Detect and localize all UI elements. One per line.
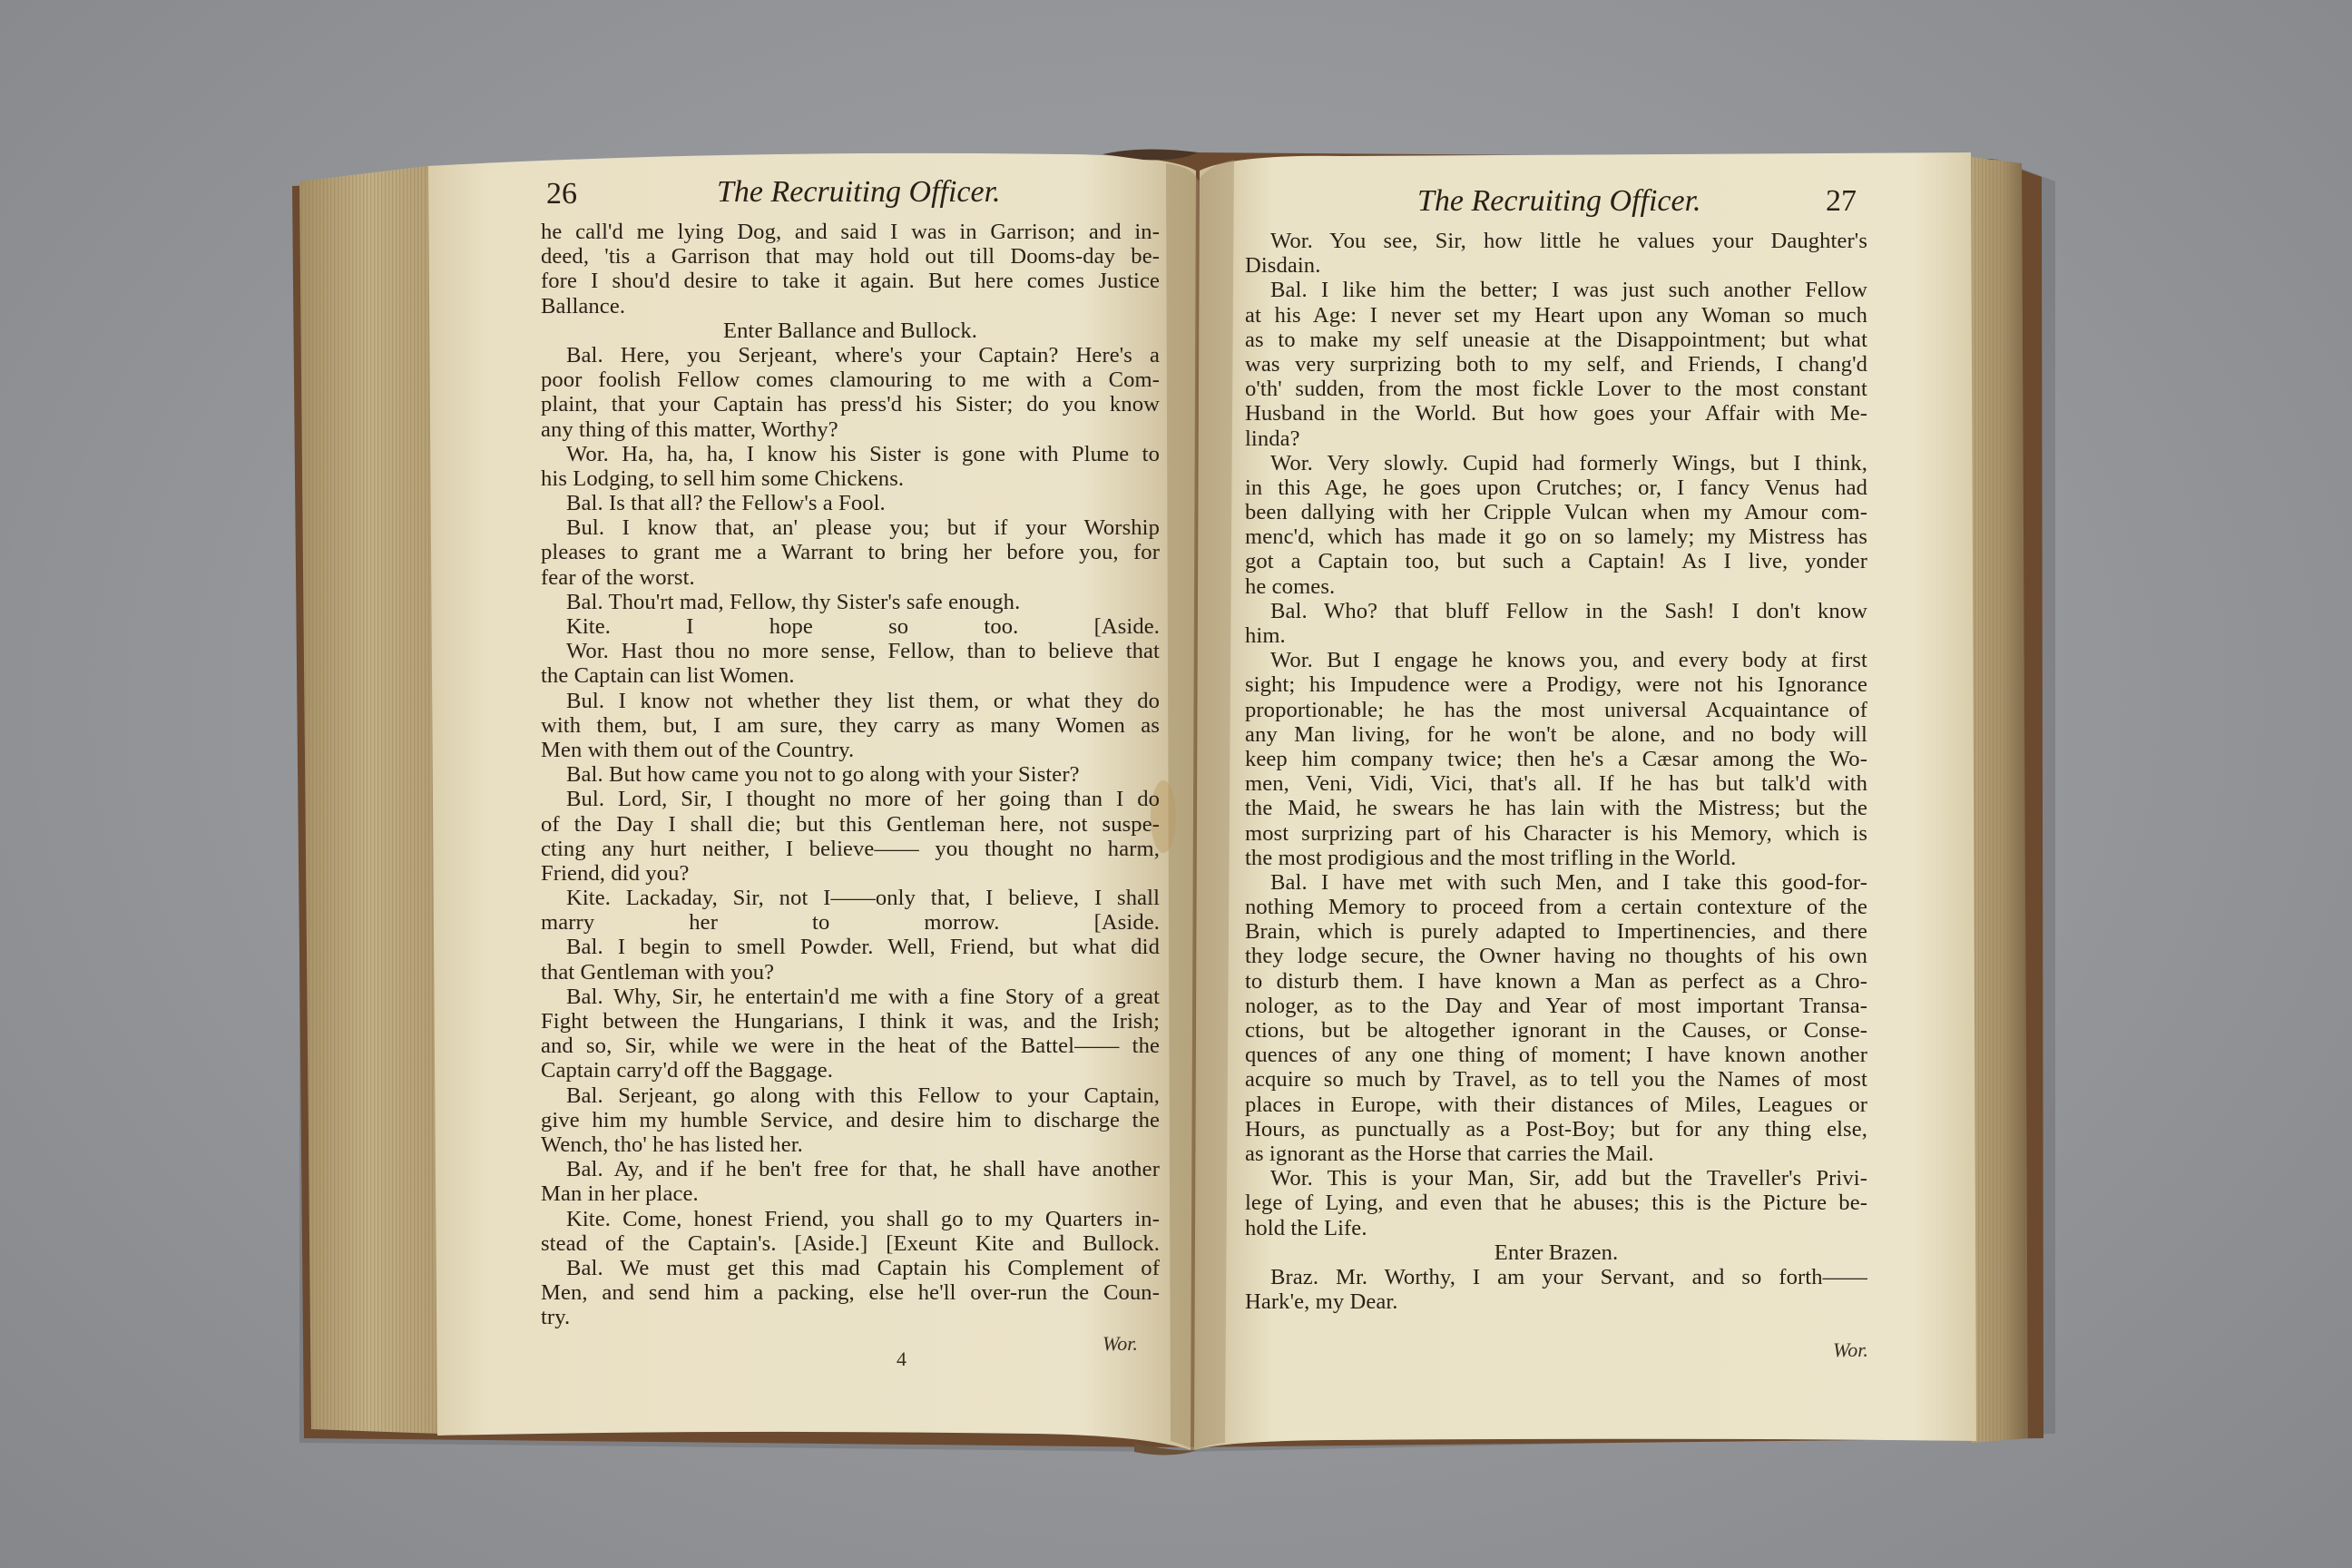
text-line: that Gentleman with you? bbox=[541, 959, 775, 985]
text-line: Bal. I begin to smell Powder. Well, Friend, but what did bbox=[566, 935, 1160, 960]
text-line: been dallying with her Cripple Vulcan when my Amour com- bbox=[1245, 500, 1867, 525]
text-line: Wor. Hast thou no more sense, Fellow, than to believe that bbox=[566, 639, 1160, 664]
text-line: the Maid, he swears he has lain with the Mistress; but the bbox=[1245, 796, 1867, 821]
text-line: Brain, which is purely adapted to Impertinencies, and there bbox=[1245, 919, 1867, 945]
text-line: Kite. Lackaday, Sir, not I——only that, I believe, I shall bbox=[566, 886, 1160, 911]
text-line: Bal. I have met with such Men, and I take this good-for- bbox=[1270, 869, 1867, 895]
text-line: marry her to morrow. [Aside. bbox=[541, 910, 1160, 936]
text-line: try. bbox=[541, 1305, 571, 1330]
text-line: Bal. I like him the better; I was just such another Fellow bbox=[1270, 278, 1867, 303]
text-line: Ballance. bbox=[541, 293, 626, 318]
text-line: lege of Lying, and even that he abuses; this is the Picture be- bbox=[1245, 1191, 1867, 1216]
text-line: men, Veni, Vidi, Vici, that's all. If he has but talk'd with bbox=[1245, 771, 1867, 797]
text-line: Bal. Ay, and if he ben't free for that, he shall have another bbox=[566, 1157, 1160, 1182]
text-line: keep him company twice; then he's a Cæsar among the Wo- bbox=[1245, 746, 1867, 771]
catchword-left: Wor. bbox=[1102, 1332, 1138, 1355]
text-line: Bal. Serjeant, go along with this Fellow to your Captain, bbox=[566, 1083, 1160, 1108]
text-line: Bal. Thou'rt mad, Fellow, thy Sister's safe enough. bbox=[566, 589, 1021, 614]
text-line: Bul. Lord, Sir, I thought no more of her going than I do bbox=[566, 787, 1160, 812]
left-page-text bbox=[541, 220, 1160, 1329]
text-line: Bal. We must get this mad Captain his Complement of bbox=[566, 1255, 1160, 1280]
text-line: sight; his Impudence were a Prodigy, were not his Ignorance bbox=[1245, 672, 1867, 698]
text-line: Enter Ballance and Bullock. bbox=[723, 318, 977, 343]
text-line: Bal. Here, you Serjeant, where's your Captain? Here's a bbox=[566, 342, 1160, 368]
text-line: at his Age: I never set my Heart upon any Woman so much bbox=[1245, 302, 1867, 328]
text-line: Men, and send him a packing, else he'll over-run the Coun- bbox=[541, 1280, 1160, 1306]
text-line: him. bbox=[1245, 623, 1286, 648]
text-line: Wor. Very slowly. Cupid had formerly Wings, but I think, bbox=[1270, 450, 1867, 475]
page-number-right: 27 bbox=[1826, 184, 1857, 218]
text-line: ctions, but be altogether ignorant in the Causes, or Conse- bbox=[1245, 1018, 1867, 1043]
text-line: places in Europe, with their distances of Miles, Leagues or bbox=[1245, 1092, 1867, 1117]
text-line: give him my humble Service, and desire him to discharge the bbox=[541, 1107, 1160, 1132]
text-line: he comes. bbox=[1245, 573, 1336, 599]
text-line: as to make my self uneasie at the Disappointment; but what bbox=[1245, 327, 1867, 352]
text-line: Enter Brazen. bbox=[1494, 1240, 1619, 1265]
text-line: Bal. But how came you not to go along with your Sister? bbox=[566, 762, 1080, 788]
text-line: Kite. Come, honest Friend, you shall go to my Quarters in- bbox=[566, 1206, 1160, 1231]
text-line: the most prodigious and the most trifling in the World. bbox=[1245, 845, 1737, 870]
page-number-left: 26 bbox=[546, 177, 577, 211]
text-line: Kite. I hope so too. [Aside. bbox=[566, 614, 1160, 639]
text-line: got a Captain too, but such a Captain! As I live, yonder bbox=[1245, 549, 1867, 574]
text-line: menc'd, which has made it go on so lamely; my Mistress has bbox=[1245, 524, 1867, 550]
text-line: to disturb them. I have known a Man as perfect as a Chro- bbox=[1245, 968, 1867, 994]
text-line: he call'd me lying Dog, and said I was in Garrison; and in- bbox=[541, 220, 1160, 244]
text-line: Captain carry'd off the Baggage. bbox=[541, 1058, 833, 1083]
text-line: hold the Life. bbox=[1245, 1215, 1367, 1240]
text-line: with them, but, I am sure, they carry as many Women as bbox=[541, 712, 1160, 738]
text-line: Bul. I know that, an' please you; but if your Worship bbox=[566, 515, 1160, 541]
text-line: poor foolish Fellow comes clamouring to me with a Com- bbox=[541, 368, 1160, 393]
text-line: Braz. Mr. Worthy, I am your Servant, and so forth—— bbox=[1270, 1264, 1867, 1289]
text-line: Wor. But I engage he knows you, and every body at first bbox=[1270, 648, 1867, 673]
text-line: was very surprizing both to my self, and Friends, I chang'd bbox=[1245, 351, 1867, 377]
text-line: Bal. Why, Sir, he entertain'd me with a fine Story of a great bbox=[566, 984, 1160, 1009]
signature-mark: 4 bbox=[897, 1348, 906, 1370]
text-line: Wor. You see, Sir, how little he values your Daughter's bbox=[1270, 229, 1867, 253]
text-line: and so, Sir, while we were in the heat of the Battel—— the bbox=[541, 1034, 1160, 1059]
text-line: Men with them out of the Country. bbox=[541, 737, 855, 762]
text-line: any Man living, for he won't be alone, and no body will bbox=[1245, 721, 1867, 747]
text-line: deed, 'tis a Garrison that may hold out till Dooms-day be- bbox=[541, 244, 1160, 270]
text-line: proportionable; he has the most universal Acquaintance of bbox=[1245, 697, 1867, 722]
text-line: as ignorant as the Horse that carries the Mail. bbox=[1245, 1141, 1654, 1166]
text-line: Hours, as punctually as a Post-Boy; but for any thing else, bbox=[1245, 1116, 1867, 1142]
text-line: acquire so much by Travel, as to tell you the Names of most bbox=[1245, 1067, 1867, 1093]
text-line: linda? bbox=[1245, 426, 1300, 451]
text-line: Bul. I know not whether they list them, or what they do bbox=[566, 688, 1160, 713]
text-line: stead of the Captain's. [Aside.] [Exeunt Kite and Bullock. bbox=[541, 1230, 1160, 1256]
text-line: Bal. Who? that bluff Fellow in the Sash! I don't know bbox=[1270, 598, 1867, 623]
text-line: most surprizing part of his Character is his Memory, which is bbox=[1245, 820, 1867, 846]
text-line: of the Day I shall die; but this Gentleman here, not suspe- bbox=[541, 811, 1160, 837]
text-line: Wor. This is your Man, Sir, add but the Traveller's Privi- bbox=[1270, 1166, 1867, 1191]
text-line: plaint, that your Captain has press'd his Sister; do you know bbox=[541, 392, 1160, 417]
running-head-right: The Recruiting Officer. bbox=[1417, 184, 1701, 218]
right-page-text bbox=[1245, 229, 1867, 1314]
text-line: cting any hurt neither, I believe—— you thought no harm, bbox=[541, 836, 1160, 861]
text-line: Hark'e, my Dear. bbox=[1245, 1289, 1398, 1315]
catchword-right: Wor. bbox=[1833, 1338, 1868, 1361]
text-line: Fight between the Hungarians, I think it was, and the Irish; bbox=[541, 1009, 1160, 1034]
text-line: fore I shou'd desire to take it again. But here comes Justice bbox=[541, 269, 1160, 294]
text-line: Husband in the World. But how goes your Affair with Me- bbox=[1245, 401, 1867, 426]
text-line: pleases to grant me a Warrant to bring her before you, for bbox=[541, 540, 1160, 565]
text-line: Bal. Is that all? the Fellow's a Fool. bbox=[566, 491, 886, 516]
text-line: they lodge secure, the Owner having no thoughts of his own bbox=[1245, 944, 1867, 969]
text-line: Wench, tho' he has listed her. bbox=[541, 1132, 803, 1157]
text-line: the Captain can list Women. bbox=[541, 663, 795, 689]
text-line: in this Age, he goes upon Crutches; or, I fancy Venus had bbox=[1245, 475, 1867, 500]
running-head-left: The Recruiting Officer. bbox=[717, 175, 1001, 209]
text-line: Man in her place. bbox=[541, 1181, 699, 1207]
text-line: his Lodging, to sell him some Chickens. bbox=[541, 466, 905, 491]
text-line: nothing Memory to proceed from a certain contexture of the bbox=[1245, 895, 1867, 920]
text-line: any thing of this matter, Worthy? bbox=[541, 416, 838, 442]
text-line: quences of any one thing of moment; I have known another bbox=[1245, 1043, 1867, 1068]
text-line: Wor. Ha, ha, ha, I know his Sister is gone with Plume to bbox=[566, 441, 1160, 466]
text-line: nologer, as to the Day and Year of most important Transa- bbox=[1245, 993, 1867, 1018]
text-line: Disdain. bbox=[1245, 253, 1321, 279]
text-line: fear of the worst. bbox=[541, 564, 695, 590]
text-line: Friend, did you? bbox=[541, 860, 690, 886]
text-line: o'th' sudden, from the most fickle Lover to the most constant bbox=[1245, 377, 1867, 402]
